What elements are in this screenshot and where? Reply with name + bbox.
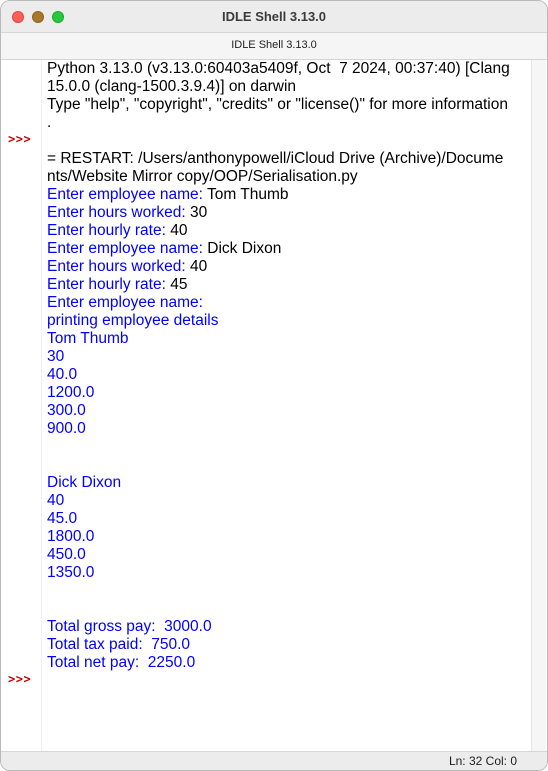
shell-line	[47, 582, 531, 600]
shell-line	[47, 168, 531, 186]
shell-line	[47, 654, 531, 672]
program-output-text: 40	[47, 492, 65, 509]
program-prompt-text: Enter employee name:	[47, 240, 208, 257]
shell-line	[47, 186, 531, 204]
prompt-gutter	[2, 60, 42, 753]
shell-line	[47, 564, 531, 582]
shell-line	[47, 222, 531, 240]
shell-message-text: nts/Website Mirror copy/OOP/Serialisation.py	[47, 168, 358, 185]
program-output-text: 40.0	[47, 366, 78, 383]
shell-line	[47, 60, 531, 78]
shell-line	[47, 294, 531, 312]
status-bar	[1, 751, 547, 770]
shell-message-text: .	[47, 114, 52, 131]
shell-line	[47, 618, 531, 636]
program-output-text: 1350.0	[47, 564, 95, 581]
shell-line	[47, 348, 531, 366]
shell-line	[47, 456, 531, 474]
vertical-scrollbar[interactable]	[531, 60, 546, 753]
shell-line	[47, 546, 531, 564]
program-prompt-text: Enter hourly rate:	[47, 222, 171, 239]
shell-output[interactable]	[47, 60, 531, 672]
program-output-text: 1200.0	[47, 384, 95, 401]
shell-line	[47, 384, 531, 402]
user-input-text: 45	[170, 276, 188, 293]
shell-line	[47, 330, 531, 348]
program-output-text: 900.0	[47, 420, 86, 437]
shell-message-text: Python 3.13.0 (v3.13.0:60403a5409f, Oct 7 2024, 00:37:40) [Clang	[47, 60, 510, 77]
program-prompt-text: Enter hourly rate:	[47, 276, 171, 293]
shell-line	[47, 132, 531, 150]
shell-line	[47, 600, 531, 618]
shell-line	[47, 510, 531, 528]
shell-line	[47, 78, 531, 96]
user-input-text: Tom Thumb	[206, 186, 289, 203]
program-output-text: 1800.0	[47, 528, 95, 545]
program-output-text: 450.0	[47, 546, 86, 563]
shell-line	[47, 258, 531, 276]
shell-line	[47, 276, 531, 294]
program-output-text: 45.0	[47, 510, 78, 527]
shell-line	[47, 636, 531, 654]
shell-prompt: >>>	[8, 672, 32, 686]
tab-shell[interactable]: IDLE Shell 3.13.0	[231, 39, 317, 51]
shell-line	[47, 96, 531, 114]
program-output-text: Total tax paid: 750.0	[47, 636, 191, 653]
shell-prompt: >>>	[8, 132, 32, 146]
program-prompt-text: Enter hours worked:	[47, 204, 191, 221]
program-output-text: printing employee details	[47, 312, 219, 329]
cursor-position: Ln: 32 Col: 0	[448, 754, 517, 768]
shell-line	[47, 492, 531, 510]
program-prompt-text: Enter hours worked:	[47, 258, 191, 275]
shell-line	[47, 438, 531, 456]
program-output-text: Dick Dixon	[47, 474, 122, 491]
shell-line	[47, 366, 531, 384]
shell-line	[47, 240, 531, 258]
program-output-text: Total net pay: 2250.0	[47, 654, 196, 671]
program-output-text: Tom Thumb	[47, 330, 129, 347]
shell-message-text: = RESTART: /Users/anthonypowell/iCloud Drive (Archive)/Docume	[47, 150, 504, 167]
shell-message-text: Type "help", "copyright", "credits" or "license()" for more information	[47, 96, 508, 113]
program-prompt-text: Enter employee name:	[47, 186, 207, 203]
title-bar[interactable]	[1, 1, 547, 33]
shell-text-area[interactable]	[2, 60, 532, 753]
shell-line	[47, 420, 531, 438]
shell-message-text: 15.0.0 (clang-1500.3.9.4)] on darwin	[47, 78, 297, 95]
tab-bar	[1, 33, 547, 60]
shell-line	[47, 402, 531, 420]
user-input-text: 40	[170, 222, 188, 239]
program-output-text: 30	[47, 348, 65, 365]
shell-line	[47, 474, 531, 492]
user-input-text: Dick Dixon	[207, 240, 282, 257]
program-output-text: Total gross pay: 3000.0	[47, 618, 212, 635]
user-input-text: 40	[190, 258, 208, 275]
shell-line	[47, 114, 531, 132]
shell-line	[47, 528, 531, 546]
shell-line	[47, 150, 531, 168]
window-title: IDLE Shell 3.13.0	[221, 9, 327, 24]
program-prompt-text: Enter employee name:	[47, 294, 208, 311]
program-output-text: 300.0	[47, 402, 86, 419]
user-input-text: 30	[190, 204, 208, 221]
shell-line	[47, 204, 531, 222]
shell-line	[47, 312, 531, 330]
